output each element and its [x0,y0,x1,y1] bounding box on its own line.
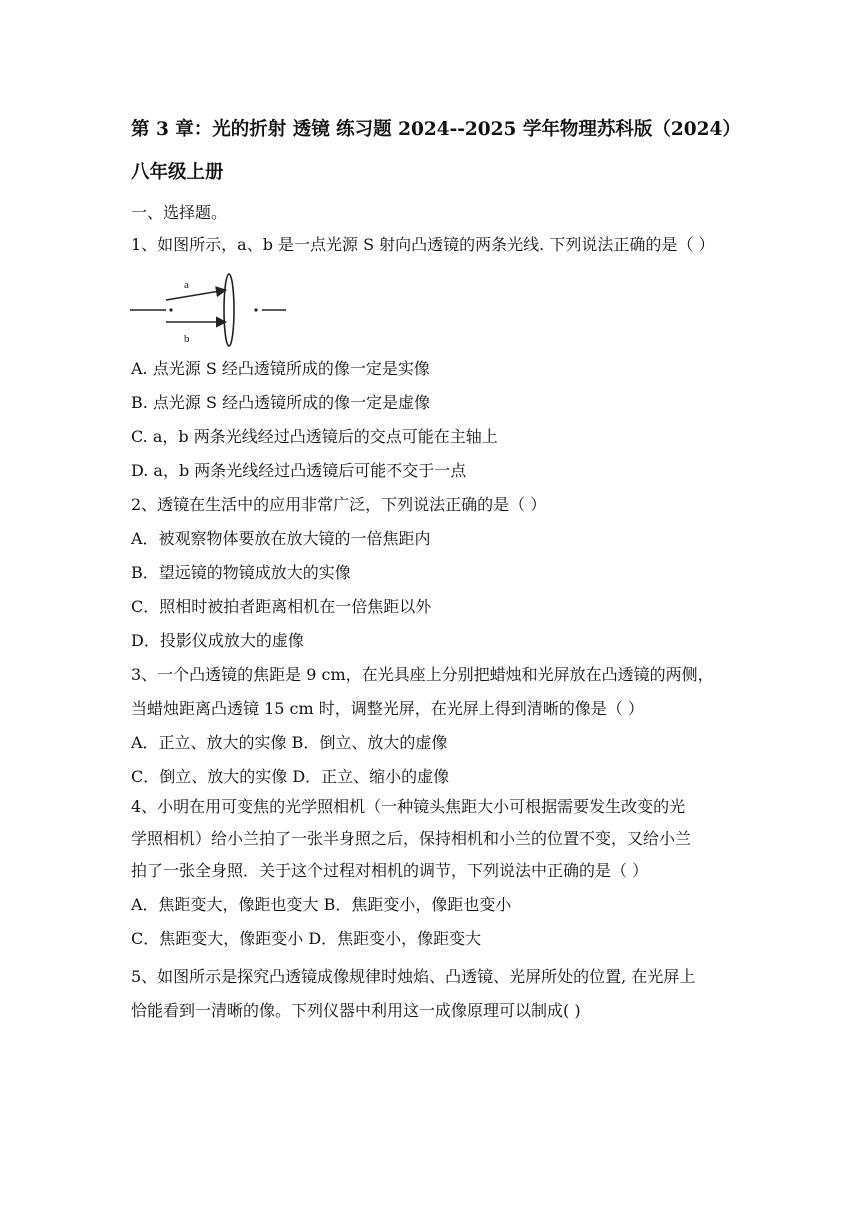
q1-option-a: A. 点光源 S 经凸透镜所成的像一定是实像 [131,359,430,378]
q5-stem-line-1: 5、如图所示是探究凸透镜成像规律时烛焰、凸透镜、光屏所处的位置, 在光屏上 [131,967,696,986]
section-heading: 一、选择题。 [131,203,228,222]
q1-option-d: D. a，b 两条光线经过凸透镜后可能不交于一点 [131,461,467,480]
q1-stem: 1、如图所示，a、b 是一点光源 S 射向凸透镜的两条光线. 下列说法正确的是（ ） [131,235,715,254]
q2-option-a: A．被观察物体要放在放大镜的一倍焦距内 [131,529,431,548]
q2-option-b: B．望远镜的物镜成放大的实像 [131,563,351,582]
document-title-line-1: 第 3 章：光的折射 透镜 练习题 2024--2025 学年物理苏科版（2024） [131,119,741,140]
q1-option-b: B. 点光源 S 经凸透镜所成的像一定是虚像 [131,393,431,412]
q5-stem-line-2: 恰能看到一清晰的像。下列仪器中利用这一成像原理可以制成( ) [131,1001,581,1020]
q3-stem-line-1: 3、一个凸透镜的焦距是 9 cm，在光具座上分别把蜡烛和光屏放在凸透镜的两侧， [131,665,714,684]
document-title-line-2: 八年级上册 [131,162,224,183]
ray-b-label: b [184,333,190,345]
q4-stem-line-3: 拍了一张全身照．关于这个过程对相机的调节，下列说法中正确的是（ ） [131,861,649,880]
q2-option-c: C．照相时被拍者距离相机在一倍焦距以外 [131,597,432,616]
q2-option-d: D．投影仪成放大的虚像 [131,631,304,650]
q3-options-row-2: C．倒立、放大的实像 D．正立、缩小的虚像 [131,767,450,786]
q4-options-row-2: C．焦距变大，像距变小 D．焦距变小，像距变大 [131,929,482,948]
q1-option-c: C. a，b 两条光线经过凸透镜后的交点可能在主轴上 [131,427,498,446]
q4-stem-line-2: 学照相机）给小兰拍了一张半身照之后，保持相机和小兰的位置不变，又给小兰 [131,829,692,848]
q3-options-row-1: A．正立、放大的实像 B．倒立、放大的虚像 [131,733,448,752]
ray-a [166,290,226,300]
focal-point-left [169,308,172,311]
focal-point-right [254,308,257,311]
convex-lens [224,274,234,346]
q4-options-row-1: A．焦距变大，像距也变大 B．焦距变小，像距也变小 [131,895,512,914]
ray-a-label: a [184,279,189,291]
q3-stem-line-2: 当蜡烛距离凸透镜 15 cm 时，调整光屏，在光屏上得到清晰的像是（ ） [131,699,644,718]
q2-stem: 2、透镜在生活中的应用非常广泛，下列说法正确的是（ ） [131,495,547,514]
convex-lens-diagram [128,270,290,348]
q4-stem-line-1: 4、小明在用可变焦的光学照相机（一种镜头焦距大小可根据需要发生改变的光 [131,797,686,816]
